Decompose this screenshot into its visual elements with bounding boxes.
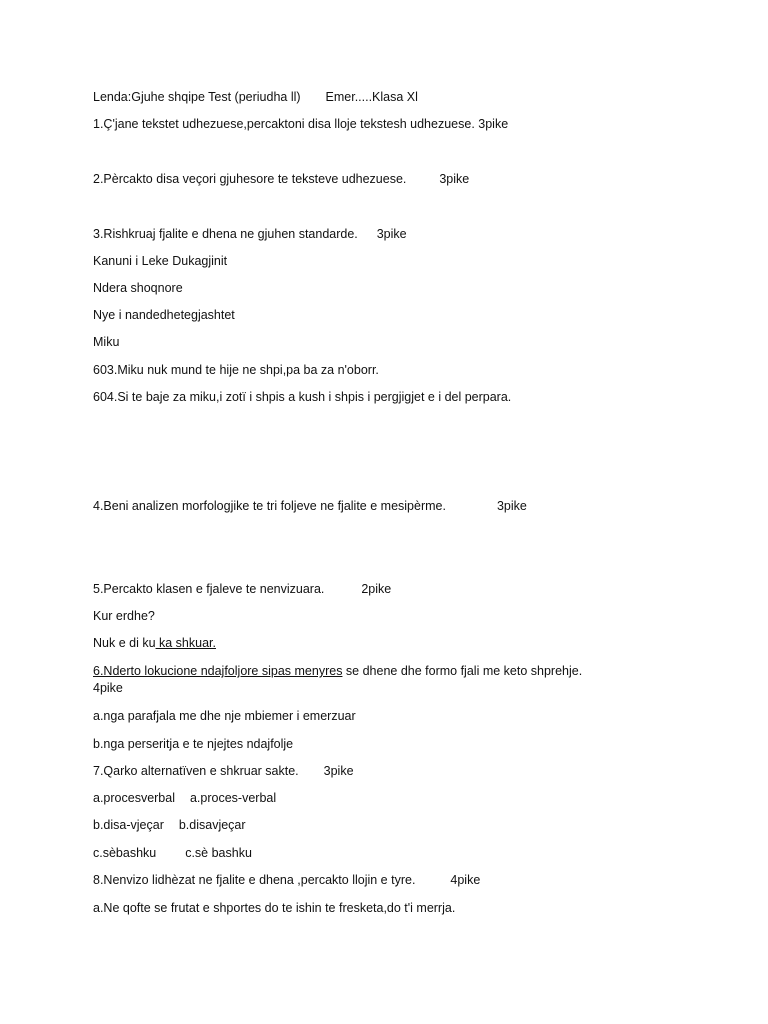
kanun-chapter: Nye i nandedhetegjashtet	[93, 308, 235, 322]
question-7-row-b	[93, 817, 246, 833]
question-7-c2: c.sè bashku	[185, 846, 252, 860]
question-5-text: 5.Percakto klasen e fjaleve te nenvizuara.	[93, 582, 325, 596]
question-7-row-c	[93, 845, 252, 861]
question-8	[93, 872, 480, 888]
question-3-points: 3pike	[376, 227, 407, 241]
question-7-a2: a.proces-verbal	[189, 791, 277, 805]
question-5-sentence-2	[93, 635, 216, 651]
question-4	[93, 498, 527, 514]
question-8-points: 4pike	[450, 873, 481, 887]
question-7-a1: a.procesverbal	[93, 791, 175, 805]
question-5-sentence-1: Kur erdhe?	[93, 609, 155, 623]
question-8-option-a: a.Ne qofte se frutat e shportes do te ishin te fresketa,do t'i merrja.	[93, 901, 456, 915]
kanun-section: Ndera shoqnore	[93, 281, 183, 295]
question-1: 1.Ç'jane tekstet udhezuese,percaktoni disa lloje tekstesh udhezuese. 3pike	[93, 117, 509, 131]
name-class-field: Emer.....Klasa Xl	[325, 90, 418, 104]
question-6-underlined-text: 6.Nderto lokucione ndajfoljore sipas menyres	[93, 664, 343, 678]
kanun-article-603: 603.Miku nuk mund te hije ne shpi,pa ba za n'oborr.	[93, 363, 379, 377]
question-7	[93, 763, 354, 779]
question-2-points: 3pike	[439, 172, 470, 186]
question-3	[93, 226, 407, 242]
question-7-c1: c.sèbashku	[93, 846, 157, 860]
question-4-text: 4.Beni analizen morfologjike te tri foljeve ne fjalite e mesipèrme.	[93, 499, 446, 513]
question-5-underlined-phrase: ka shkuar.	[155, 636, 216, 650]
kanun-title: Kanuni i Leke Dukagjinit	[93, 254, 228, 268]
question-7-b2: b.disavjeçar	[178, 818, 246, 832]
question-4-points: 3pike	[496, 499, 527, 513]
question-5-sentence-2-prefix: Nuk e di ku	[93, 636, 156, 650]
kanun-article-604: 604.Si te baje za miku,i zotï i shpis a kush i shpis i pergjigjet e i del perpara.	[93, 390, 512, 404]
question-6-option-a: a.nga parafjala me dhe nje mbiemer i emerzuar	[93, 709, 356, 723]
question-6	[93, 663, 582, 679]
question-2	[93, 171, 469, 187]
question-8-text: 8.Nenvizo lidhèzat ne fjalite e dhena ,percakto llojin e tyre.	[93, 873, 416, 887]
question-2-text: 2.Pèrcakto disa veçori gjuhesore te teksteve udhezuese.	[93, 172, 407, 186]
question-7-text: 7.Qarko alternatïven e shkruar sakte.	[93, 764, 299, 778]
test-header	[93, 89, 418, 105]
question-6-text: se dhene dhe formo fjali me keto shprehje.	[342, 664, 583, 678]
test-title: Lenda:Gjuhe shqipe Test (periudha ll)	[93, 90, 301, 104]
question-5	[93, 581, 391, 597]
kanun-subtitle: Miku	[93, 335, 120, 349]
question-5-points: 2pike	[361, 582, 392, 596]
question-7-row-a	[93, 790, 276, 806]
question-3-text: 3.Rishkruaj fjalite e dhena ne gjuhen standarde.	[93, 227, 358, 241]
question-7-b1: b.disa-vjeçar	[93, 818, 164, 832]
question-6-points: 4pike	[93, 681, 123, 695]
question-7-points: 3pike	[323, 764, 354, 778]
question-6-option-b: b.nga perseritja e te njejtes ndajfolje	[93, 737, 294, 751]
